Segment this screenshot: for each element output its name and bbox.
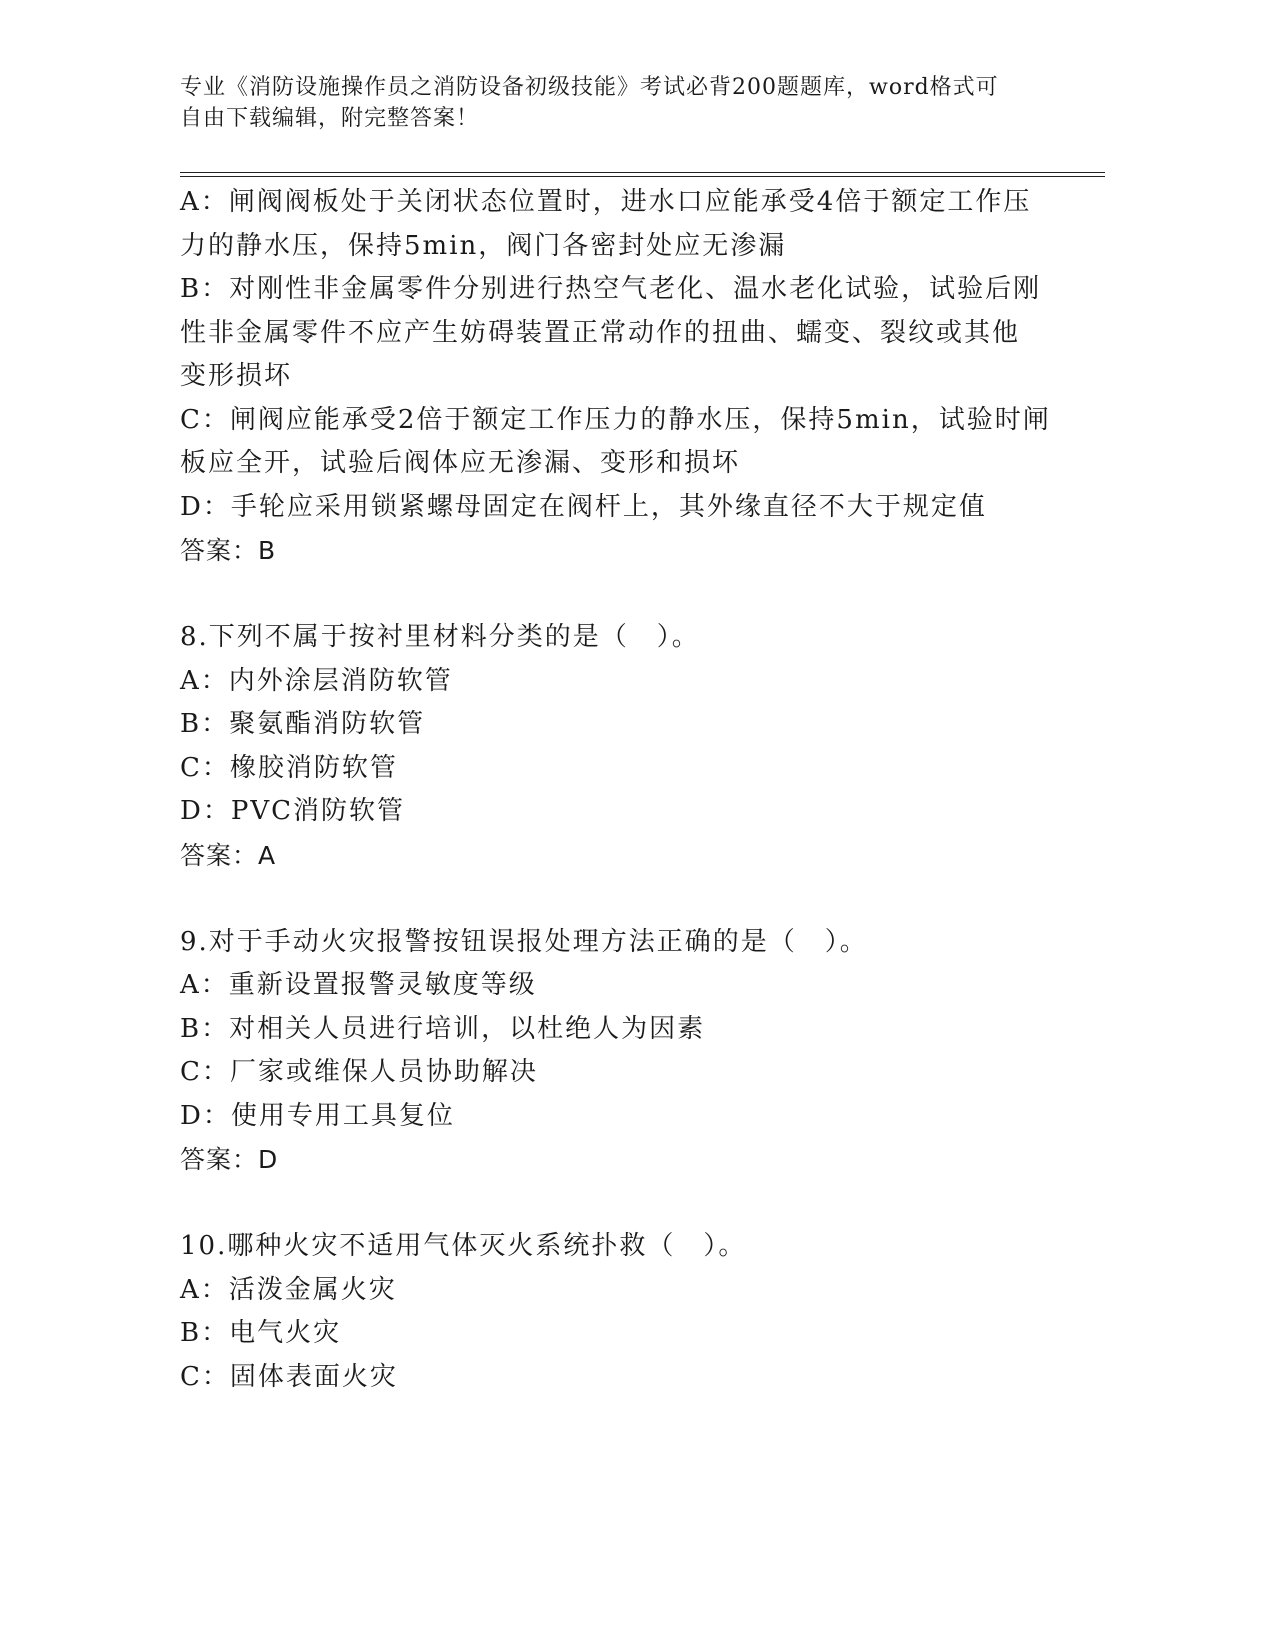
option-a-continued: 力的静水压，保持5min，阀门各密封处应无渗漏	[180, 230, 787, 261]
option-a: A：重新设置报警灵敏度等级	[180, 970, 537, 1000]
option-a: A：内外涂层消防软管	[180, 665, 453, 696]
question-text: 9.对于手动火灾报警按钮误报处理方法正确的是（ ）。	[180, 926, 868, 957]
question-text: 10.哪种火灾不适用气体灭火系统扑救（ ）。	[180, 1231, 747, 1261]
option-c: C：橡胶消防软管	[180, 752, 398, 783]
option-d: D：PVC消防软管	[180, 796, 406, 826]
header-rule-bottom	[180, 176, 1105, 177]
option-b: B：对相关人员进行培训，以杜绝人为因素	[180, 1013, 706, 1044]
option-a: A：活泼金属火灾	[180, 1274, 397, 1305]
option-b: B：聚氨酯消防软管	[180, 709, 426, 739]
answer: 答案：D	[180, 1145, 279, 1174]
document-body	[180, 181, 1080, 1399]
spacer	[180, 877, 1080, 921]
answer: 答案：B	[180, 536, 277, 565]
option-c: C：闸阀应能承受2倍于额定工作压力的静水压，保持5min，试验时闸	[180, 404, 1051, 435]
question-text: 8.下列不属于按衬里材料分类的是（ ）。	[180, 622, 700, 652]
option-b-continued: 性非金属零件不应产生妨碍装置正常动作的扭曲、蠕变、裂纹或其他	[180, 317, 1021, 348]
spacer	[180, 573, 1080, 617]
question-7-tail	[180, 181, 1080, 573]
option-d: D：手轮应采用锁紧螺母固定在阀杆上，其外缘直径不大于规定值	[180, 491, 987, 522]
option-a: A：闸阀阀板处于关闭状态位置时，进水口应能承受4倍于额定工作压	[180, 187, 1032, 217]
header-line-2: 自由下载编辑，附完整答案！	[180, 106, 480, 131]
header-rule-top	[180, 172, 1105, 173]
option-c: C：固体表面火灾	[180, 1361, 398, 1392]
option-b: B：电气火灾	[180, 1318, 342, 1348]
option-c: C：厂家或维保人员协助解决	[180, 1057, 538, 1087]
header-line-1: 专业《消防设施操作员之消防设备初级技能》考试必背200题题库，word格式可	[180, 75, 999, 100]
question-9	[180, 921, 1080, 1182]
question-10	[180, 1225, 1080, 1399]
option-d: D：使用专用工具复位	[180, 1100, 455, 1131]
spacer	[180, 1182, 1080, 1226]
option-b-continued: 变形损坏	[180, 361, 293, 391]
option-c-continued: 板应全开，试验后阀体应无渗漏、变形和损坏	[180, 448, 741, 478]
document-header	[180, 72, 1040, 134]
answer: 答案：A	[180, 840, 277, 870]
question-8	[180, 616, 1080, 877]
option-b: B：对刚性非金属零件分别进行热空气老化、温水老化试验，试验后刚	[180, 274, 1042, 304]
